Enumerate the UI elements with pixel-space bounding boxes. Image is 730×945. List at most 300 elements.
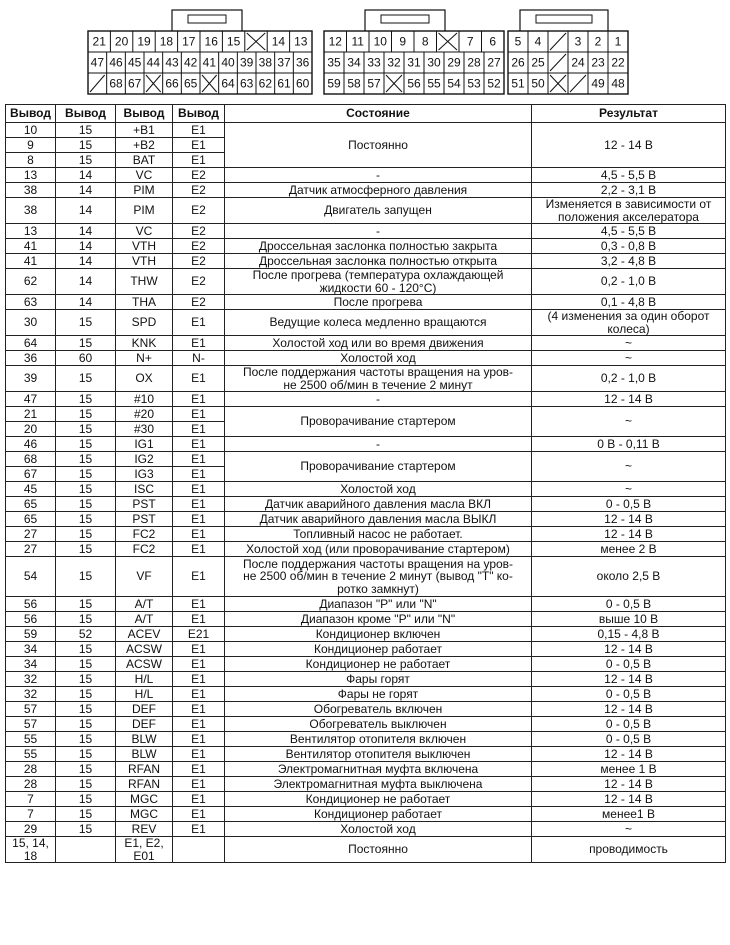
ground-cell: E2: [173, 183, 225, 198]
pin-cell: 39: [6, 366, 56, 392]
result-cell: 3,2 - 4,8 В: [532, 254, 726, 269]
result-cell: (4 изменения за один оборот колеса): [532, 310, 726, 336]
table-row: [6, 437, 726, 452]
condition-cell: Холостой ход: [225, 482, 532, 497]
result-cell: 12 - 14 В: [532, 527, 726, 542]
pin-number: 23: [591, 55, 605, 70]
result-cell: ~: [532, 822, 726, 837]
result-cell: 12 - 14 В: [532, 777, 726, 792]
table-row: [6, 807, 726, 822]
condition-cell: Проворачивание стартером: [225, 407, 532, 437]
pin-cell: 13: [6, 168, 56, 183]
pin-cell: 15: [56, 123, 116, 138]
pin-cell: 64: [6, 336, 56, 351]
pin-number: 32: [387, 55, 401, 70]
signal-cell: IG3: [116, 467, 173, 482]
pin-cell: 15: [56, 407, 116, 422]
pin-number: 48: [611, 76, 625, 91]
ground-cell: E2: [173, 295, 225, 310]
table-row: [6, 183, 726, 198]
pin-cell: 65: [6, 497, 56, 512]
ground-cell: E1: [173, 597, 225, 612]
pin-cell: 41: [6, 254, 56, 269]
pin-cell: 57: [6, 702, 56, 717]
pin-cell: 38: [6, 183, 56, 198]
ground-cell: E2: [173, 239, 225, 254]
pin-cell: 59: [6, 627, 56, 642]
result-cell: выше 10 В: [532, 612, 726, 627]
connector-c: [508, 10, 628, 94]
pin-number: 4: [534, 34, 542, 49]
signal-cell: PST: [116, 497, 173, 512]
signal-cell: VC: [116, 224, 173, 239]
result-cell: 4,5 - 5,5 В: [532, 168, 726, 183]
ground-cell: E1: [173, 392, 225, 407]
condition-cell: Вентилятор отопителя включен: [225, 732, 532, 747]
ground-cell: E1: [173, 807, 225, 822]
pin-number: 46: [109, 55, 123, 70]
result-cell: менее1 В: [532, 807, 726, 822]
pin-number: 31: [407, 55, 421, 70]
pin-number: 28: [467, 55, 481, 70]
ground-cell: E1: [173, 437, 225, 452]
pin-number: 44: [146, 55, 161, 70]
pin-number: 10: [373, 34, 387, 49]
result-cell: ~: [532, 482, 726, 497]
pin-cell: 7: [6, 807, 56, 822]
signal-cell: ACSW: [116, 642, 173, 657]
condition-cell: Постоянно: [225, 123, 532, 168]
signal-cell: MGC: [116, 792, 173, 807]
pin-number: 35: [327, 55, 341, 70]
pin-cell: 55: [6, 747, 56, 762]
table-row: [6, 612, 726, 627]
pin-cell: 15: [56, 452, 116, 467]
signal-cell: IG2: [116, 452, 173, 467]
signal-cell: DEF: [116, 717, 173, 732]
table-row: [6, 497, 726, 512]
pin-number: 63: [239, 76, 254, 91]
result-cell: 12 - 14 В: [532, 747, 726, 762]
ground-cell: E1: [173, 687, 225, 702]
condition-cell: После прогрева: [225, 295, 532, 310]
pin-number: 25: [531, 55, 545, 70]
pin-cell: 9: [6, 138, 56, 153]
ground-cell: E1: [173, 138, 225, 153]
result-cell: ~: [532, 336, 726, 351]
signal-cell: OX: [116, 366, 173, 392]
condition-cell: Датчик атмосферного давления: [225, 183, 532, 198]
pin-cell: 13: [6, 224, 56, 239]
pin-number: 30: [427, 55, 441, 70]
pin-number: 53: [467, 76, 481, 91]
pin-number: 37: [277, 55, 291, 70]
pin-number: 34: [347, 55, 361, 70]
pin-cell: 45: [6, 482, 56, 497]
ground-cell: E1: [173, 747, 225, 762]
table-row: [6, 366, 726, 392]
pin-number: 41: [202, 55, 217, 70]
pin-cell: 15: [56, 512, 116, 527]
pin-number: 17: [182, 34, 196, 49]
pin-cell: 15, 14, 18: [6, 837, 56, 863]
table-row: [6, 295, 726, 310]
ground-cell: E1: [173, 792, 225, 807]
pin-number: 65: [183, 76, 198, 91]
pin-cell: 46: [6, 437, 56, 452]
pin-cell: 15: [56, 153, 116, 168]
pin-cell: 15: [56, 392, 116, 407]
result-cell: 0,2 - 1,0 В: [532, 269, 726, 295]
signal-cell: MGC: [116, 807, 173, 822]
table-row: [6, 336, 726, 351]
pin-cell: 32: [6, 687, 56, 702]
result-cell: менее 2 В: [532, 542, 726, 557]
pin-cell: 15: [56, 437, 116, 452]
result-cell: Изменяется в зависимости от положения акселератора: [532, 198, 726, 224]
ground-cell: E1: [173, 702, 225, 717]
connector-b: [324, 10, 504, 94]
ecu-connector-diagram: [0, 0, 730, 100]
pin-cell: 15: [56, 422, 116, 437]
signal-cell: PIM: [116, 198, 173, 224]
pin-number: 52: [487, 76, 501, 91]
table-row: [6, 837, 726, 863]
pin-cell: 15: [56, 482, 116, 497]
pin-number: 57: [367, 76, 381, 91]
result-cell: 0,15 - 4,8 В: [532, 627, 726, 642]
table-row: [6, 351, 726, 366]
ground-cell: E1: [173, 657, 225, 672]
signal-cell: SPD: [116, 310, 173, 336]
table-row: [6, 597, 726, 612]
pin-number: 58: [347, 76, 361, 91]
pin-number: 47: [90, 55, 105, 70]
pin-cell: 65: [6, 512, 56, 527]
connector-a: [88, 10, 312, 94]
pin-cell: 15: [56, 527, 116, 542]
pin-cell: 15: [56, 366, 116, 392]
ground-cell: E2: [173, 224, 225, 239]
pin-cell: 7: [6, 792, 56, 807]
signal-cell: +B1: [116, 123, 173, 138]
signal-cell: IG1: [116, 437, 173, 452]
pin-cell: 15: [56, 336, 116, 351]
result-cell: 12 - 14 В: [532, 512, 726, 527]
pin-number: 27: [487, 55, 501, 70]
pin-number: 56: [407, 76, 421, 91]
ground-cell: E1: [173, 642, 225, 657]
pin-cell: 27: [6, 542, 56, 557]
signal-cell: DEF: [116, 702, 173, 717]
ground-cell: [173, 837, 225, 863]
table-row: [6, 687, 726, 702]
signal-cell: VC: [116, 168, 173, 183]
condition-cell: Холостой ход (или проворачивание стартером): [225, 542, 532, 557]
pin-cell: 15: [56, 717, 116, 732]
condition-cell: -: [225, 437, 532, 452]
pin-number: 67: [127, 76, 142, 91]
result-cell: около 2,5 В: [532, 557, 726, 597]
pin-cell: 14: [56, 269, 116, 295]
result-cell: 12 - 14 В: [532, 672, 726, 687]
condition-cell: Кондиционер не работает: [225, 657, 532, 672]
table-row: [6, 224, 726, 239]
table-row: [6, 717, 726, 732]
condition-cell: Обогреватель выключен: [225, 717, 532, 732]
condition-cell: После прогрева (температура охлаждающей жидкости 60 - 120°C): [225, 269, 532, 295]
condition-cell: Ведущие колеса медленно вращаются: [225, 310, 532, 336]
pin-number: 19: [137, 34, 151, 49]
pin-cell: 55: [6, 732, 56, 747]
table-row: [6, 747, 726, 762]
condition-cell: Холостой ход или во время движения: [225, 336, 532, 351]
table-row: [6, 452, 726, 467]
ground-cell: E1: [173, 542, 225, 557]
ecu-pinout-table: [5, 104, 726, 863]
table-row: [6, 310, 726, 336]
pin-cell: 27: [6, 527, 56, 542]
result-cell: 0 - 0,5 В: [532, 717, 726, 732]
ground-cell: E1: [173, 366, 225, 392]
header-result: Результат: [532, 105, 726, 123]
pin-cell: 67: [6, 467, 56, 482]
condition-cell: Дроссельная заслонка полностью закрыта: [225, 239, 532, 254]
signal-cell: FC2: [116, 542, 173, 557]
condition-cell: Холостой ход: [225, 822, 532, 837]
signal-cell: KNK: [116, 336, 173, 351]
table-row: [6, 702, 726, 717]
pin-cell: 41: [6, 239, 56, 254]
pin-number: 54: [447, 76, 461, 91]
pin-number: 55: [427, 76, 441, 91]
ground-cell: E1: [173, 527, 225, 542]
pin-number: 24: [571, 55, 585, 70]
result-cell: 0,1 - 4,8 В: [532, 295, 726, 310]
table-row: [6, 123, 726, 138]
signal-cell: BLW: [116, 747, 173, 762]
pin-number: 29: [447, 55, 461, 70]
ground-cell: E1: [173, 762, 225, 777]
result-cell: 0,2 - 1,0 В: [532, 366, 726, 392]
table-row: [6, 239, 726, 254]
pin-cell: 15: [56, 792, 116, 807]
result-cell: проводимость: [532, 837, 726, 863]
table-row: [6, 732, 726, 747]
pin-number: 6: [489, 34, 497, 49]
ground-cell: E21: [173, 627, 225, 642]
signal-cell: #30: [116, 422, 173, 437]
pin-number: 20: [114, 34, 129, 49]
header-pin: Вывод: [116, 105, 173, 123]
pin-cell: 63: [6, 295, 56, 310]
condition-cell: Дроссельная заслонка полностью открыта: [225, 254, 532, 269]
pin-cell: 15: [56, 687, 116, 702]
signal-cell: E1, E2, E01: [116, 837, 173, 863]
pin-cell: 10: [6, 123, 56, 138]
pin-cell: 8: [6, 153, 56, 168]
pin-cell: 34: [6, 657, 56, 672]
condition-cell: Датчик аварийного давления масла ВКЛ: [225, 497, 532, 512]
pin-number: 36: [295, 55, 310, 70]
pin-cell: 14: [56, 198, 116, 224]
signal-cell: H/L: [116, 672, 173, 687]
signal-cell: N+: [116, 351, 173, 366]
pin-cell: 56: [6, 597, 56, 612]
table-row: [6, 657, 726, 672]
table-row: [6, 407, 726, 422]
pin-cell: 38: [6, 198, 56, 224]
condition-cell: -: [225, 392, 532, 407]
ground-cell: E1: [173, 452, 225, 467]
pin-cell: 29: [6, 822, 56, 837]
ground-cell: E1: [173, 497, 225, 512]
condition-cell: Электромагнитная муфта выключена: [225, 777, 532, 792]
pin-number: 7: [466, 34, 474, 49]
pin-cell: 15: [56, 138, 116, 153]
ground-cell: E1: [173, 123, 225, 138]
table-row: [6, 269, 726, 295]
table-row: [6, 777, 726, 792]
result-cell: ~: [532, 351, 726, 366]
pin-cell: 57: [6, 717, 56, 732]
result-cell: 0 - 0,5 В: [532, 687, 726, 702]
pin-cell: 15: [56, 612, 116, 627]
table-row: [6, 672, 726, 687]
ground-cell: E1: [173, 467, 225, 482]
pin-cell: 34: [6, 642, 56, 657]
pin-cell: 30: [6, 310, 56, 336]
ground-cell: E1: [173, 777, 225, 792]
result-cell: 12 - 14 В: [532, 123, 726, 168]
signal-cell: H/L: [116, 687, 173, 702]
condition-cell: Постоянно: [225, 837, 532, 863]
ground-cell: E2: [173, 198, 225, 224]
pin-cell: 15: [56, 467, 116, 482]
signal-cell: VTH: [116, 239, 173, 254]
table-row: [6, 642, 726, 657]
ground-cell: E2: [173, 168, 225, 183]
signal-cell: A/T: [116, 597, 173, 612]
pin-cell: 15: [56, 807, 116, 822]
ground-cell: E1: [173, 153, 225, 168]
result-cell: 0,3 - 0,8 В: [532, 239, 726, 254]
pin-number: 39: [239, 55, 254, 70]
ground-cell: N-: [173, 351, 225, 366]
signal-cell: PST: [116, 512, 173, 527]
signal-cell: ISC: [116, 482, 173, 497]
table-row: [6, 822, 726, 837]
pin-number: 64: [221, 76, 235, 91]
pin-cell: 15: [56, 597, 116, 612]
signal-cell: THW: [116, 269, 173, 295]
pin-number: 59: [327, 76, 341, 91]
pin-cell: 15: [56, 702, 116, 717]
table-header-row: [6, 105, 726, 123]
signal-cell: VF: [116, 557, 173, 597]
pin-number: 45: [127, 55, 142, 70]
result-cell: 0 - 0,5 В: [532, 657, 726, 672]
pin-number: 14: [271, 34, 286, 49]
pin-number: 40: [221, 55, 235, 70]
condition-cell: Проворачивание стартером: [225, 452, 532, 482]
condition-cell: Кондиционер включен: [225, 627, 532, 642]
ground-cell: E1: [173, 717, 225, 732]
pin-cell: 20: [6, 422, 56, 437]
pin-number: 60: [295, 76, 310, 91]
signal-cell: RFAN: [116, 762, 173, 777]
pin-cell: 14: [56, 224, 116, 239]
ground-cell: E1: [173, 822, 225, 837]
condition-cell: Фары горят: [225, 672, 532, 687]
pin-number: 11: [351, 34, 364, 49]
condition-cell: Холостой ход: [225, 351, 532, 366]
pin-number: 18: [159, 34, 174, 49]
pin-cell: 15: [56, 762, 116, 777]
pin-cell: 28: [6, 762, 56, 777]
pin-number: 9: [399, 34, 407, 49]
result-cell: менее 1 В: [532, 762, 726, 777]
pin-cell: 15: [56, 310, 116, 336]
signal-cell: ACEV: [116, 627, 173, 642]
condition-cell: Кондиционер не работает: [225, 792, 532, 807]
signal-cell: +B2: [116, 138, 173, 153]
ground-cell: E1: [173, 482, 225, 497]
pin-number: 49: [591, 76, 605, 91]
signal-cell: ACSW: [116, 657, 173, 672]
signal-cell: REV: [116, 822, 173, 837]
pin-number: 15: [226, 34, 241, 49]
pin-cell: 15: [56, 642, 116, 657]
result-cell: 0 - 0,5 В: [532, 732, 726, 747]
result-cell: 12 - 14 В: [532, 702, 726, 717]
table-row: [6, 482, 726, 497]
ground-cell: E1: [173, 310, 225, 336]
ground-cell: E1: [173, 512, 225, 527]
pin-cell: 15: [56, 557, 116, 597]
table-row: [6, 527, 726, 542]
ground-cell: E1: [173, 422, 225, 437]
pin-number: 33: [367, 55, 381, 70]
condition-cell: Кондиционер работает: [225, 642, 532, 657]
result-cell: 12 - 14 В: [532, 392, 726, 407]
table-row: [6, 627, 726, 642]
ground-cell: E2: [173, 254, 225, 269]
table-row: [6, 392, 726, 407]
result-cell: 2,2 - 3,1 В: [532, 183, 726, 198]
pin-number: 66: [165, 76, 179, 91]
result-cell: 12 - 14 В: [532, 792, 726, 807]
ground-cell: E1: [173, 557, 225, 597]
pin-cell: 15: [56, 657, 116, 672]
ground-cell: E2: [173, 269, 225, 295]
ground-cell: E1: [173, 732, 225, 747]
pin-cell: 15: [56, 497, 116, 512]
condition-cell: -: [225, 168, 532, 183]
header-condition: Состояние: [225, 105, 532, 123]
ground-cell: E1: [173, 672, 225, 687]
signal-cell: PIM: [116, 183, 173, 198]
signal-cell: A/T: [116, 612, 173, 627]
table-row: [6, 168, 726, 183]
pin-number: 16: [204, 34, 218, 49]
pin-number: 1: [614, 34, 622, 49]
pin-number: 51: [511, 76, 525, 91]
condition-cell: Электромагнитная муфта включена: [225, 762, 532, 777]
pin-cell: 15: [56, 732, 116, 747]
condition-cell: Диапазон "P" или "N": [225, 597, 532, 612]
pin-cell: 15: [56, 777, 116, 792]
